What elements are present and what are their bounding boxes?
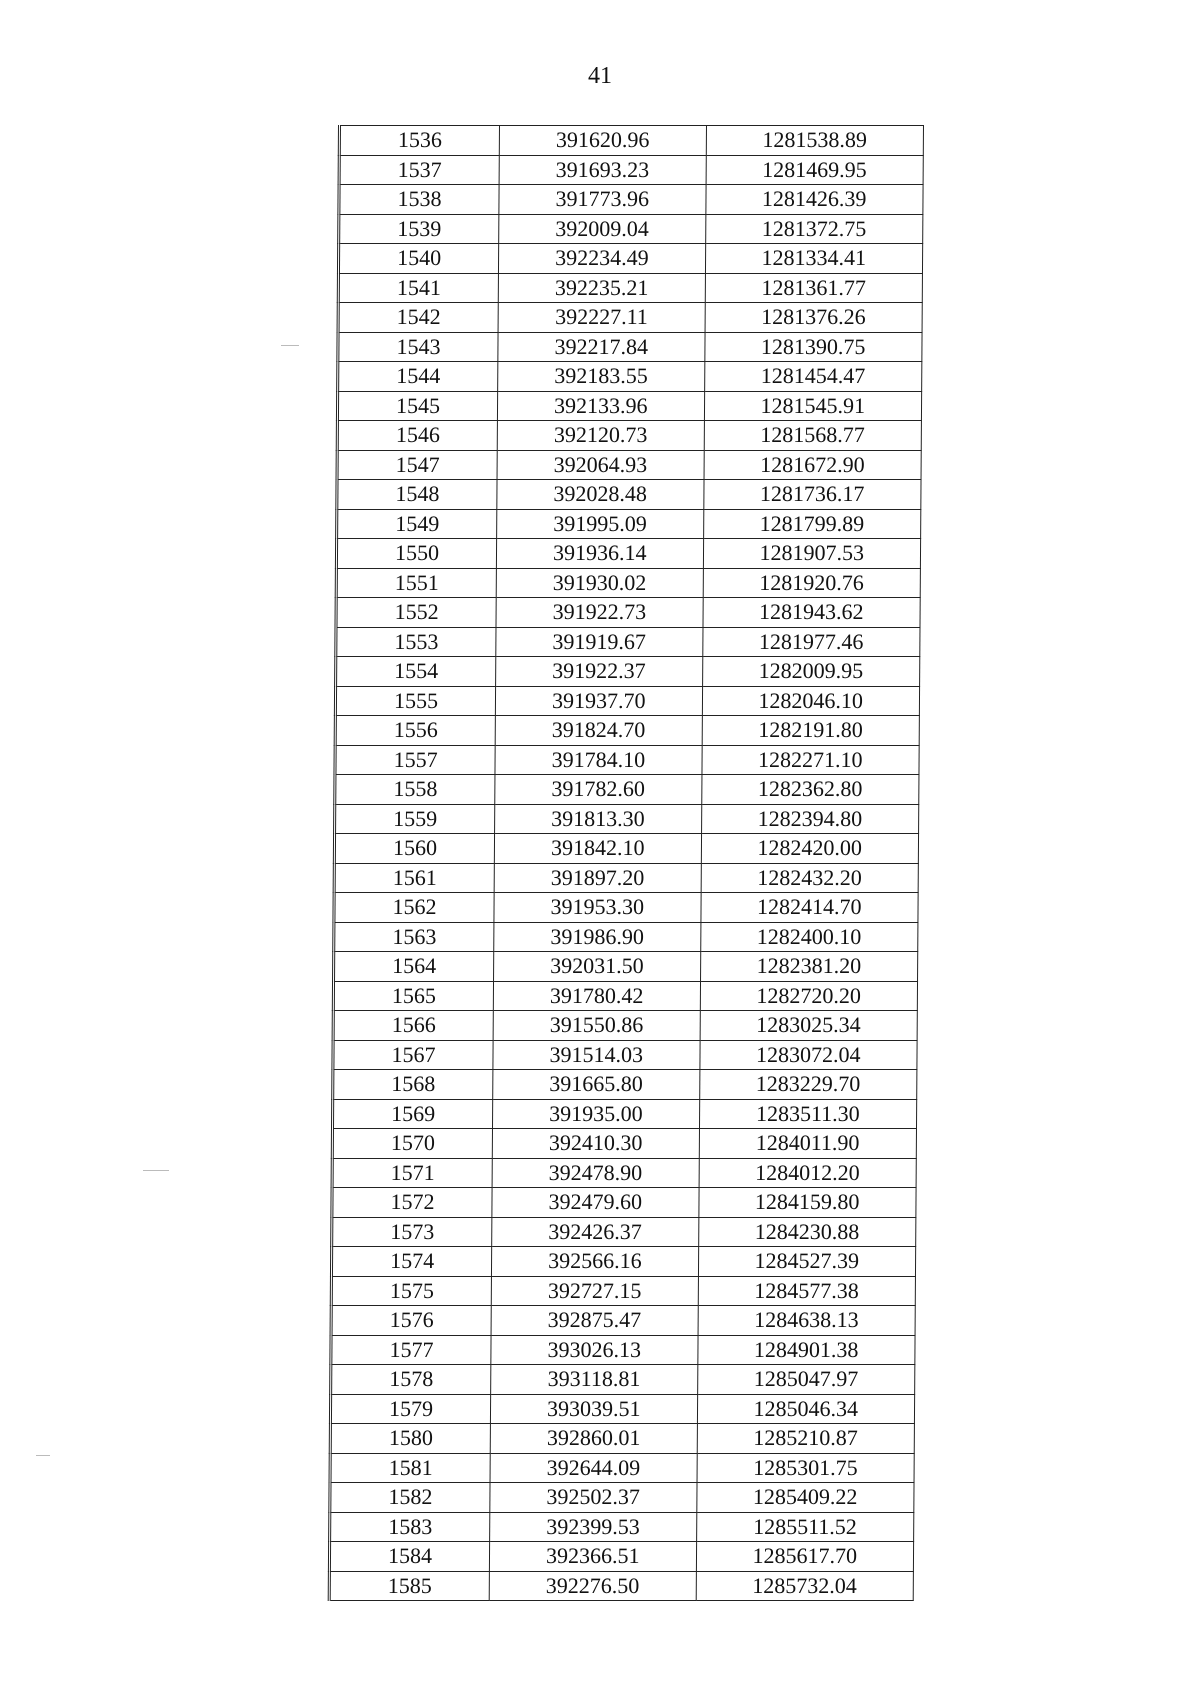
y-coordinate-cell: 1285732.04 <box>696 1571 914 1601</box>
table-row <box>335 775 919 805</box>
table-row <box>330 1512 914 1542</box>
y-coordinate-cell: 1282381.20 <box>700 952 918 982</box>
x-coordinate-cell: 391514.03 <box>493 1040 700 1070</box>
y-coordinate-cell: 1282271.10 <box>701 745 919 775</box>
y-coordinate-cell: 1281977.46 <box>702 627 920 657</box>
table-row <box>338 273 922 303</box>
x-coordinate-cell: 391937.70 <box>495 686 702 716</box>
x-coordinate-cell: 391693.23 <box>499 155 706 185</box>
table-row <box>337 480 921 510</box>
point-number-cell: 1569 <box>332 1099 492 1129</box>
table-row <box>334 922 918 952</box>
point-number-cell: 1563 <box>334 922 494 952</box>
table-row <box>336 598 920 628</box>
y-coordinate-cell: 1281943.62 <box>702 598 920 628</box>
table-row <box>337 509 921 539</box>
point-number-cell: 1571 <box>332 1158 492 1188</box>
table-row <box>332 1158 916 1188</box>
y-coordinate-cell: 1281361.77 <box>705 273 923 303</box>
point-number-cell: 1547 <box>337 450 497 480</box>
table-row <box>339 214 923 244</box>
y-coordinate-cell: 1281454.47 <box>704 362 922 392</box>
y-coordinate-cell: 1284638.13 <box>698 1306 916 1336</box>
table-row <box>332 1129 916 1159</box>
point-number-cell: 1580 <box>330 1424 490 1454</box>
y-coordinate-cell: 1283072.04 <box>699 1040 917 1070</box>
table-row <box>337 391 921 421</box>
table-row <box>336 539 920 569</box>
y-coordinate-cell: 1281469.95 <box>706 155 924 185</box>
x-coordinate-cell: 392009.04 <box>499 214 706 244</box>
table-row <box>334 863 918 893</box>
x-coordinate-cell: 391922.37 <box>496 657 703 687</box>
table-row <box>336 657 920 687</box>
x-coordinate-cell: 391986.90 <box>494 922 701 952</box>
point-number-cell: 1578 <box>331 1365 491 1395</box>
x-coordinate-cell: 392478.90 <box>492 1158 699 1188</box>
y-coordinate-cell: 1285046.34 <box>697 1394 915 1424</box>
table-row <box>335 686 919 716</box>
table-row <box>333 1040 917 1070</box>
x-coordinate-cell: 391953.30 <box>494 893 701 923</box>
x-coordinate-cell: 392031.50 <box>494 952 701 982</box>
x-coordinate-cell: 391665.80 <box>493 1070 700 1100</box>
table-row <box>338 332 922 362</box>
x-coordinate-cell: 392183.55 <box>498 362 705 392</box>
point-number-cell: 1577 <box>331 1335 491 1365</box>
x-coordinate-cell: 391995.09 <box>497 509 704 539</box>
x-coordinate-cell: 392860.01 <box>490 1424 697 1454</box>
x-coordinate-cell: 391936.14 <box>497 539 704 569</box>
point-number-cell: 1538 <box>339 185 499 215</box>
y-coordinate-cell: 1281372.75 <box>705 214 923 244</box>
y-coordinate-cell: 1282432.20 <box>701 863 919 893</box>
y-coordinate-cell: 1282420.00 <box>701 834 919 864</box>
x-coordinate-cell: 392644.09 <box>490 1453 697 1483</box>
y-coordinate-cell: 1282394.80 <box>701 804 919 834</box>
point-number-cell: 1582 <box>330 1483 490 1513</box>
point-number-cell: 1561 <box>334 863 494 893</box>
table-row <box>330 1483 914 1513</box>
table-row <box>331 1335 915 1365</box>
point-number-cell: 1557 <box>335 745 495 775</box>
point-number-cell: 1562 <box>334 893 494 923</box>
table-row <box>338 362 922 392</box>
table-row <box>331 1276 915 1306</box>
point-number-cell: 1544 <box>338 362 498 392</box>
y-coordinate-cell: 1281907.53 <box>703 539 921 569</box>
point-number-cell: 1581 <box>330 1453 490 1483</box>
x-coordinate-cell: 392217.84 <box>498 332 705 362</box>
point-number-cell: 1546 <box>337 421 497 451</box>
x-coordinate-cell: 392235.21 <box>498 273 705 303</box>
margin-mark <box>281 345 299 346</box>
point-number-cell: 1540 <box>338 244 498 274</box>
point-number-cell: 1570 <box>332 1129 492 1159</box>
point-number-cell: 1552 <box>336 598 496 628</box>
table-row <box>334 952 918 982</box>
table-row <box>339 155 923 185</box>
y-coordinate-cell: 1281426.39 <box>705 185 923 215</box>
x-coordinate-cell: 391922.73 <box>496 598 703 628</box>
table-row <box>336 627 920 657</box>
x-coordinate-cell: 392120.73 <box>497 421 704 451</box>
x-coordinate-cell: 392566.16 <box>492 1247 699 1277</box>
y-coordinate-cell: 1285301.75 <box>697 1453 915 1483</box>
table-row <box>334 834 918 864</box>
y-coordinate-cell: 1283511.30 <box>699 1099 917 1129</box>
point-number-cell: 1549 <box>337 509 497 539</box>
table-row <box>330 1394 914 1424</box>
x-coordinate-cell: 391824.70 <box>495 716 702 746</box>
x-coordinate-cell: 391935.00 <box>493 1099 700 1129</box>
x-coordinate-cell: 393039.51 <box>491 1394 698 1424</box>
y-coordinate-cell: 1281334.41 <box>705 244 923 274</box>
table-row <box>336 568 920 598</box>
x-coordinate-cell: 392227.11 <box>498 303 705 333</box>
y-coordinate-cell: 1284527.39 <box>698 1247 916 1277</box>
coordinates-table-body <box>329 126 923 1601</box>
point-number-cell: 1539 <box>339 214 499 244</box>
point-number-cell: 1550 <box>336 539 496 569</box>
page-number: 41 <box>588 63 612 89</box>
table-row <box>337 450 921 480</box>
y-coordinate-cell: 1281568.77 <box>704 421 922 451</box>
y-coordinate-cell: 1281538.89 <box>706 126 924 156</box>
point-number-cell: 1575 <box>331 1276 491 1306</box>
y-coordinate-cell: 1281672.90 <box>704 450 922 480</box>
point-number-cell: 1565 <box>333 981 493 1011</box>
y-coordinate-cell: 1285409.22 <box>696 1483 914 1513</box>
y-coordinate-cell: 1282414.70 <box>700 893 918 923</box>
y-coordinate-cell: 1283025.34 <box>700 1011 918 1041</box>
y-coordinate-cell: 1284159.80 <box>698 1188 916 1218</box>
x-coordinate-cell: 392399.53 <box>490 1512 697 1542</box>
table-row <box>339 185 923 215</box>
table-row <box>339 126 923 156</box>
point-number-cell: 1556 <box>335 716 495 746</box>
point-number-cell: 1543 <box>338 332 498 362</box>
table-row <box>331 1306 915 1336</box>
x-coordinate-cell: 391780.42 <box>493 981 700 1011</box>
point-number-cell: 1554 <box>336 657 496 687</box>
y-coordinate-cell: 1282009.95 <box>702 657 920 687</box>
y-coordinate-cell: 1281376.26 <box>705 303 923 333</box>
x-coordinate-cell: 391842.10 <box>494 834 701 864</box>
y-coordinate-cell: 1284012.20 <box>699 1158 917 1188</box>
table-row <box>333 1070 917 1100</box>
x-coordinate-cell: 392133.96 <box>498 391 705 421</box>
y-coordinate-cell: 1281920.76 <box>703 568 921 598</box>
point-number-cell: 1558 <box>335 775 495 805</box>
point-number-cell: 1572 <box>332 1188 492 1218</box>
table-row <box>331 1247 915 1277</box>
y-coordinate-cell: 1285511.52 <box>696 1512 914 1542</box>
y-coordinate-cell: 1281545.91 <box>704 391 922 421</box>
table-row <box>338 244 922 274</box>
point-number-cell: 1574 <box>331 1247 491 1277</box>
y-coordinate-cell: 1284230.88 <box>698 1217 916 1247</box>
point-number-cell: 1542 <box>338 303 498 333</box>
x-coordinate-cell: 392479.60 <box>492 1188 699 1218</box>
point-number-cell: 1584 <box>329 1542 489 1572</box>
point-number-cell: 1551 <box>336 568 496 598</box>
y-coordinate-cell: 1282362.80 <box>701 775 919 805</box>
table-row <box>334 893 918 923</box>
x-coordinate-cell: 392276.50 <box>489 1571 696 1601</box>
point-number-cell: 1559 <box>335 804 495 834</box>
point-number-cell: 1555 <box>335 686 495 716</box>
point-number-cell: 1541 <box>338 273 498 303</box>
y-coordinate-cell: 1281390.75 <box>704 332 922 362</box>
x-coordinate-cell: 391620.96 <box>499 126 706 156</box>
point-number-cell: 1564 <box>334 952 494 982</box>
point-number-cell: 1585 <box>329 1571 489 1601</box>
point-number-cell: 1568 <box>333 1070 493 1100</box>
x-coordinate-cell: 391897.20 <box>494 863 701 893</box>
y-coordinate-cell: 1281799.89 <box>703 509 921 539</box>
margin-mark <box>36 1455 50 1456</box>
point-number-cell: 1566 <box>333 1011 493 1041</box>
table-row <box>330 1453 914 1483</box>
y-coordinate-cell: 1282046.10 <box>702 686 920 716</box>
table-row <box>332 1217 916 1247</box>
table-row <box>338 303 922 333</box>
point-number-cell: 1583 <box>330 1512 490 1542</box>
x-coordinate-cell: 391773.96 <box>499 185 706 215</box>
table-row <box>335 745 919 775</box>
point-number-cell: 1573 <box>332 1217 492 1247</box>
y-coordinate-cell: 1284011.90 <box>699 1129 917 1159</box>
y-coordinate-cell: 1285047.97 <box>697 1365 915 1395</box>
table-row <box>333 1011 917 1041</box>
point-number-cell: 1560 <box>334 834 494 864</box>
point-number-cell: 1567 <box>333 1040 493 1070</box>
x-coordinate-cell: 393026.13 <box>491 1335 698 1365</box>
x-coordinate-cell: 392426.37 <box>492 1217 699 1247</box>
x-coordinate-cell: 392410.30 <box>492 1129 699 1159</box>
table-row <box>329 1571 913 1601</box>
x-coordinate-cell: 392875.47 <box>491 1306 698 1336</box>
x-coordinate-cell: 392234.49 <box>499 244 706 274</box>
y-coordinate-cell: 1284901.38 <box>697 1335 915 1365</box>
x-coordinate-cell: 391550.86 <box>493 1011 700 1041</box>
table-row <box>337 421 921 451</box>
y-coordinate-cell: 1283229.70 <box>699 1070 917 1100</box>
y-coordinate-cell: 1285210.87 <box>697 1424 915 1454</box>
point-number-cell: 1545 <box>337 391 497 421</box>
coordinates-table <box>328 125 924 1601</box>
point-number-cell: 1579 <box>330 1394 490 1424</box>
y-coordinate-cell: 1284577.38 <box>698 1276 916 1306</box>
x-coordinate-cell: 391919.67 <box>496 627 703 657</box>
table-row <box>333 981 917 1011</box>
point-number-cell: 1548 <box>337 480 497 510</box>
x-coordinate-cell: 391782.60 <box>495 775 702 805</box>
x-coordinate-cell: 391813.30 <box>495 804 702 834</box>
point-number-cell: 1537 <box>339 155 499 185</box>
table-row <box>331 1365 915 1395</box>
table-row <box>335 804 919 834</box>
y-coordinate-cell: 1285617.70 <box>696 1542 914 1572</box>
margin-mark <box>143 1170 169 1171</box>
table-row <box>335 716 919 746</box>
table-row <box>332 1188 916 1218</box>
point-number-cell: 1536 <box>339 126 499 156</box>
point-number-cell: 1553 <box>336 627 496 657</box>
y-coordinate-cell: 1282400.10 <box>700 922 918 952</box>
table-row <box>332 1099 916 1129</box>
x-coordinate-cell: 392502.37 <box>490 1483 697 1513</box>
x-coordinate-cell: 391784.10 <box>495 745 702 775</box>
x-coordinate-cell: 392727.15 <box>491 1276 698 1306</box>
y-coordinate-cell: 1282191.80 <box>702 716 920 746</box>
x-coordinate-cell: 393118.81 <box>491 1365 698 1395</box>
x-coordinate-cell: 391930.02 <box>496 568 703 598</box>
table-row <box>330 1424 914 1454</box>
y-coordinate-cell: 1281736.17 <box>703 480 921 510</box>
point-number-cell: 1576 <box>331 1306 491 1336</box>
x-coordinate-cell: 392028.48 <box>497 480 704 510</box>
table-row <box>329 1542 913 1572</box>
x-coordinate-cell: 392366.51 <box>489 1542 696 1572</box>
x-coordinate-cell: 392064.93 <box>497 450 704 480</box>
y-coordinate-cell: 1282720.20 <box>700 981 918 1011</box>
